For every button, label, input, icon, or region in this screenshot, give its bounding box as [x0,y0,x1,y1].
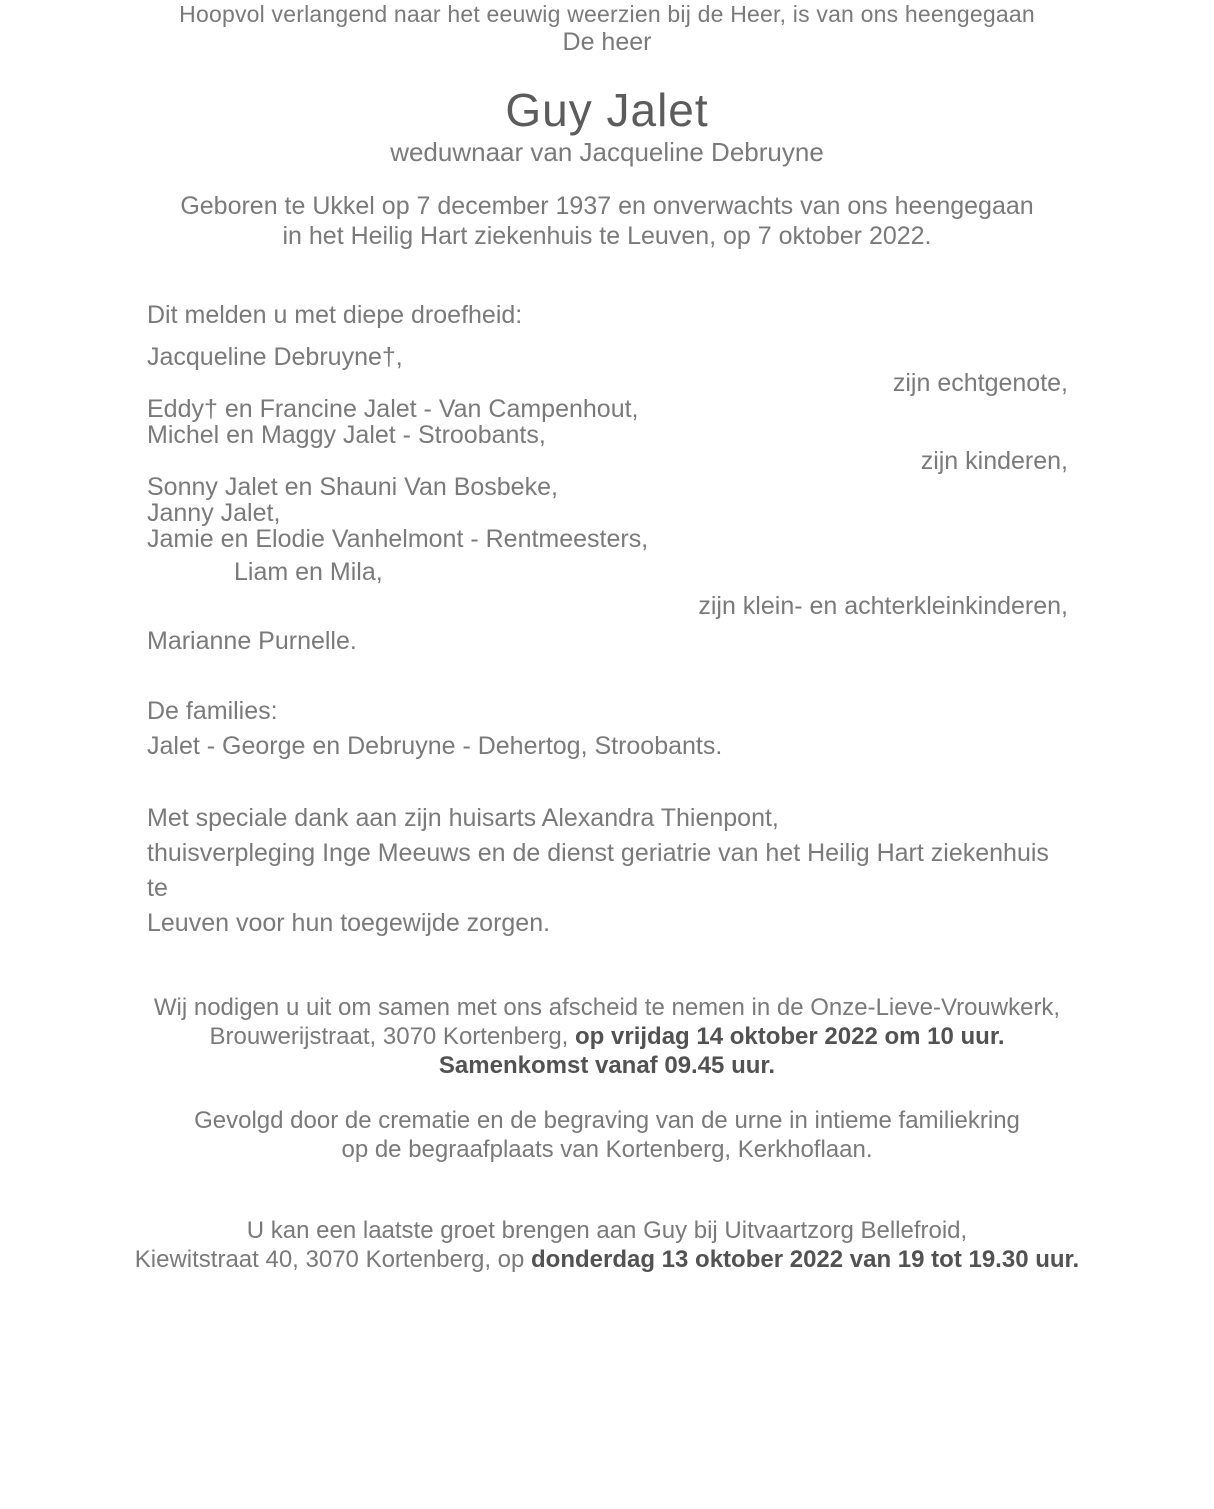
burial-paragraph [0,1106,1214,1164]
thanks-line-3: Leuven voor hun toegewijde zorgen. [147,909,551,937]
visitation-datetime: donderdag 13 oktober 2022 van 19 tot 19.30 uur. [531,1246,1080,1273]
thanks-paragraph [147,801,1068,941]
visitation-location: Kiewitstraat 40, 3070 Kortenberg, op [134,1246,532,1273]
ceremony-line-1: Wij nodigen u uit om samen met ons afscheid te nemen in de Onze-Lieve-Vrouwkerk, [153,994,1061,1021]
salutation: De heer [562,28,652,56]
birth-death-line-1: Geboren te Ukkel op 7 december 1937 en onverwachts van ons heengegaan [180,192,1034,220]
grandchild-line: Janny Jalet, [147,499,281,527]
ceremony-line-2 [0,1022,1214,1051]
spouse-role: zijn echtgenote, [892,369,1068,397]
children-role: zijn kinderen, [920,447,1068,475]
visitation-line-1: U kan een laatste groet brengen aan Guy bij Uitvaartzorg Bellefroid, [246,1217,968,1244]
visitation-line-2 [0,1245,1214,1274]
ceremony-paragraph [0,993,1214,1051]
grandchild-line: Sonny Jalet en Shauni Van Bosbeke, [147,473,558,501]
relation-line: weduwnaar van Jacqueline Debruyne [390,137,824,167]
child-line: Michel en Maggy Jalet - Stroobants, [147,421,546,449]
child-line: Eddy† en Francine Jalet - Van Campenhout, [147,395,639,423]
descendants-role: zijn klein- en achterkleinkinderen, [698,592,1068,620]
families-names: Jalet - George en Debruyne - Dehertog, Stroobants. [147,732,723,760]
families-label: De families: [147,697,278,725]
gathering-line: Samenkomst vanaf 09.45 uur. [438,1052,776,1079]
burial-line-2: op de begraafplaats van Kortenberg, Kerkhoflaan. [341,1136,873,1163]
announcement-section [147,302,1068,759]
thanks-line-1: Met speciale dank aan zijn huisarts Alexandra Thienpont, [147,804,779,832]
birth-death-line-2: in het Heilig Hart ziekenhuis te Leuven, op 7 oktober 2022. [282,222,932,250]
grandchild-line: Jamie en Elodie Vanhelmont - Rentmeesters, [147,525,649,553]
other-mourner: Marianne Purnelle. [147,627,357,655]
visitation-paragraph [0,1216,1214,1274]
ceremony-datetime: op vrijdag 14 oktober 2022 om 10 uur. [575,1023,1005,1050]
spouse-name: Jacqueline Debruyne†, [147,343,403,371]
birth-death-paragraph [0,191,1214,251]
deceased-name: Guy Jalet [505,84,709,136]
great-grandchildren-line: Liam en Mila, [234,558,383,586]
header-quote: Hoopvol verlangend naar het eeuwig weerzien bij de Heer, is van ons heengegaan [179,1,1035,27]
thanks-line-2: thuisverpleging Inge Meeuws en de dienst geriatrie van het Heilig Hart ziekenhuis te [147,839,1049,902]
burial-line-1: Gevolgd door de crematie en de begraving van de urne in intieme familiekring [194,1107,1020,1134]
ceremony-location: Brouwerijstraat, 3070 Kortenberg, [209,1023,576,1050]
announcement-intro: Dit melden u met diepe droefheid: [147,301,523,329]
